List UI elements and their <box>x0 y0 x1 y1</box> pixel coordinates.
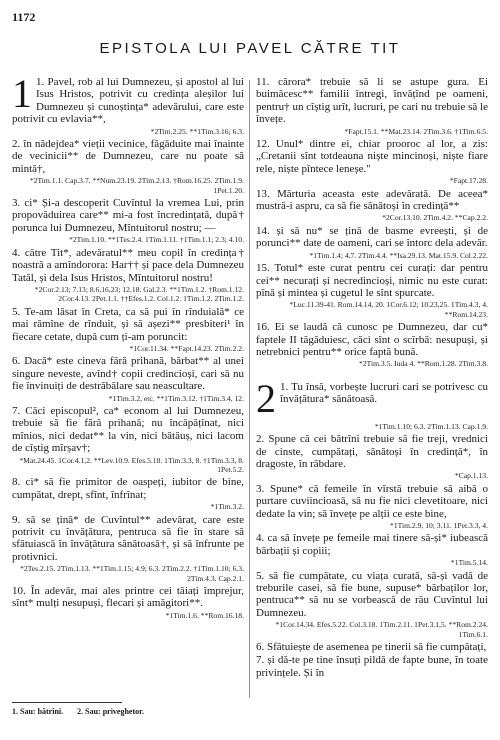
verse-text: 9. să se țină* de Cuvîntul** adevărat, care este potrivit cu învățătura, pentruca să fie în stare să sfătuiască în învățătura sănătoasă†, și să înfrunte pe protivnici. <box>12 513 244 563</box>
footnote-1: 1. Sau: bătrîni. <box>12 707 64 716</box>
verse <box>12 71 244 126</box>
verse-text: 11. cărora* trebuie să li se astupe gura. Ei buimăcesc** familii întregi, învățînd pe oameni, pentru† un cîștig urît, lucruri, pe cari nu trebuie să le învețe. <box>256 76 488 126</box>
cross-references: *1Tim.5.14. <box>450 558 488 568</box>
cross-references: *1Tim.2.9, 10; 3.11. 1Pet.3.3, 4. <box>390 521 488 530</box>
cross-references: *Luc.11.39-41. Rom.14.14, 20. 1Cor.6.12; 10.23,25. 1Tim.4.3, 4. **Rom.14.23. <box>289 300 488 319</box>
cross-references: *2Tim.1.10. **1Tes.2.4. 1Tim.1.11. †1Tim.1.1; 2.3; 4.10. <box>69 235 244 245</box>
cross-references: *1Tim.1.6. **Rom.16.18. <box>165 610 244 620</box>
cross-references: *1Tim.3.2, etc. **1Tim.3.12. †1Tim.3.4, 12. <box>108 393 244 403</box>
verse-text: 13. Mărturia aceasta este adevărată. De aceea* mustră-i aspru, ca să fie sănătoși în credință** <box>256 187 488 213</box>
verse <box>256 321 488 358</box>
verse <box>12 247 244 284</box>
footnote-2: 2. Sau: priveghetor. <box>77 707 144 716</box>
verse <box>12 138 244 175</box>
cross-references: *Fapt.17.28. <box>449 176 488 186</box>
verse-text: 14. și să nu* se țină de basme evreești, și de porunci** date de oameni, cari se întorc dela adevăr. <box>256 224 488 250</box>
verse <box>256 654 488 679</box>
verse <box>12 355 244 392</box>
verse-text: 15. Totul* este curat pentru cei curați: dar pentru cei** necurați și necredincioși, nimic nu este curat: pînă și mintea și cugetul le sînt spurcate. <box>256 262 488 299</box>
verse-text: 3. ci* Și-a descoperit Cuvîntul la vremea Lui, prin propovăduirea care** mi-a fost încredințată, după† porunca lui Dumnezeu, Mîntuitorul nostru; — <box>12 197 244 234</box>
verse <box>256 641 488 653</box>
verse <box>256 262 488 299</box>
verse <box>12 306 244 343</box>
verse-text: 16. Ei se laudă că cunosc pe Dumnezeu, dar cu* faptele II tăgăduiesc, căci sînt o scîrbă: nesupuși, și netrebnici pentru** orice faptă bună. <box>256 321 488 358</box>
cross-references: *1Tim.1.10; 6.3. 2Tim.1.13. Cap.1.9. <box>374 421 488 431</box>
verse <box>12 476 244 501</box>
verse-text: 6. Sfătuiește de asemenea pe tinerii să fie cumpătați, <box>256 641 487 654</box>
chapter-number: 1 <box>12 71 32 116</box>
verse <box>256 375 488 421</box>
verse <box>256 138 488 175</box>
cross-references: *1Tim.3.2. <box>210 502 244 512</box>
verse <box>256 225 488 250</box>
cross-references: *Fapt.15.1. **Mat.23.14. 2Tim.3.6. †1Tim.6.5. <box>344 126 488 136</box>
cross-references: *2Tim.3.5. Iuda 4. **Rom.1.28. 2Tim.3.8. <box>359 359 488 369</box>
page-title: EPISTOLA LUI PAVEL CĂTRE TIT <box>99 40 401 57</box>
cross-references: *1Tim.1.4; 4.7. 2Tim.4.4. **Isa.29.13. Mat.15.9. Col.2.22. <box>309 250 488 260</box>
verse-text: 4. către Tit*, adevăratul** meu copil în credința† noastră a amîndorora: Har†† și pace dela Dumnezeu Tatăl, și dela Isus Hristos, Mîntuitorul nostru! <box>12 246 244 284</box>
verse-text: 8. ci* să fie primitor de oaspeți, iubitor de bine, cumpătat, drept, sfînt, înfrînat; <box>12 476 244 501</box>
verse <box>256 570 488 620</box>
verse <box>12 585 244 610</box>
cross-references: *2Tes.2.15. 2Tim.1.13. **1Tim.1.15; 4.9; 6.3. 2Tim.2.2. †1Tim.1.10; 6.3. 2Tim.4.3. Cap.2.1. <box>20 564 244 583</box>
cross-references: *Cap.1.13. <box>454 471 488 481</box>
verse-text: 1. Tu însă, vorbește lucruri cari se potrivesc cu învățătura* sănătoasă. <box>280 380 488 406</box>
verse <box>12 405 244 455</box>
verse-text: 10. În adevăr, mai ales printre cei tăiați împrejur, sînt* mulți nesupuși, flecari și amăgitori**. <box>12 585 244 610</box>
verse <box>12 514 244 564</box>
verse <box>256 532 488 557</box>
cross-references: *2Tim.2.25. **1Tim.3.16; 6.3. <box>150 126 244 136</box>
verse <box>256 483 488 520</box>
left-column <box>12 71 244 622</box>
verse-text: 6. Dacă* este cineva fără prihană, bărbat** al unei singure neveste, avînd† copii credincioși, cari să nu fie învinuiți de destrăbălare sau neascultare. <box>12 355 244 393</box>
cross-references: *Mat.24.45. 1Cor.4.1,2. **Lev.10.9. Efes.5.18. 1Tim.3.3, 8. †1Tim.3.3, 8. 1Pet.5.2. <box>19 455 244 474</box>
verse-text: 4. ca să învețe pe femeile mai tinere să-și* iubească bărbații și copiii; <box>256 532 488 557</box>
footnotes <box>12 707 156 716</box>
chapter-gap <box>256 371 488 381</box>
cross-references: *1Cor.14.34. Efes.5.22. Col.3.18. 1Tim.2.11. 1Pet.3.1,5. **Rom.2.24. 1Tim.6.1. <box>275 620 488 639</box>
verse-text: 5. Te-am lăsat în Creta, ca să pui în rînduială* ce mai rămîne de rînduit, și să așezi** presbiteri¹ în fiecare cetate, după cum ți-am poruncit: <box>12 305 244 343</box>
column-divider <box>249 80 250 698</box>
page-number: 1172 <box>12 10 36 24</box>
footnote-rule <box>12 702 122 703</box>
right-column <box>256 76 488 680</box>
verse <box>256 433 488 470</box>
cross-references: *2Cor.2.13; 7.13; 8.6,16,23; 12.18. Gal.2.3. **1Tim.1.2. †Rom.1.12. 2Cor.4.13. 2Pet.1.1. ††Efes.1.2. Col.1.2. 1Tim.1.2. 2Tim.1.2. <box>34 284 244 304</box>
verse-text: 2. în nădejdea* vieții vecinice, făgăduite mai înainte de vecinicii** de Dumnezeu, care nu poate să mintă†, <box>12 138 244 175</box>
verse-text: 7. și dă-te pe tine însuți pildă de fapte bune, în toate privințele. Și în <box>256 654 488 679</box>
cross-references: *1Cor.11.34. **Fapt.14.23. 2Tim.2.2. <box>129 343 244 353</box>
verse-text: 7. Căci episcopul², ca* econom al lui Dumnezeu, trebuie să fie fără prihană; nu încăpățînat, nici mînios, nici dedat** la vin, nici bătăuș, nici lacom de cîștig mîrșav†; <box>12 404 244 455</box>
verse-text: 12. Unul* dintre ei, chiar prooroc al lor, a zis: „Cretanii sînt totdeauna niște mincinoși, niște fiare rele, niște pîntece leneșe." <box>256 138 488 175</box>
verse-text: 1. Pavel, rob al lui Dumnezeu, și apostol al lui Isus Hristos, potrivit cu credința aleșilor lui Dumnezeu și cunoștința* adevărului, care este potrivit cu evlavia**, <box>12 76 244 126</box>
verse <box>12 197 244 234</box>
verse-text: 5. să fie cumpătate, cu viața curată, să-și vadă de treburile casei, să fie bune, supuse* bărbaților lor, pentruca** să nu se vorbească de rău Cuvîntul lui Dumnezeu. <box>256 569 488 619</box>
verse <box>256 76 488 126</box>
cross-references: *2Tim.1.1. Cap.3.7. **Num.23.19. 2Tim.2.13. †Rom.16.25. 2Tim.1.9. 1Pet.1.20. <box>29 176 244 195</box>
chapter-number: 2 <box>256 375 276 421</box>
cross-references: *2Cor.13.10. 2Tim.4.2. **Cap.2.2. <box>382 213 488 223</box>
verse-text: 3. Spune* că femeile în vîrstă trebuie să aibă o purtare cuviincioasă, să nu fie nici clevetitoare, nici dedate la vin; să învețe pe alții ce este bine, <box>256 482 488 520</box>
verse-text: 2. Spune că cei bătrîni trebuie să fie treji, vrednici de cinste, cumpătați, sănătoși în credință*, în dragoste, în răbdare. <box>256 433 488 470</box>
verse <box>256 188 488 213</box>
